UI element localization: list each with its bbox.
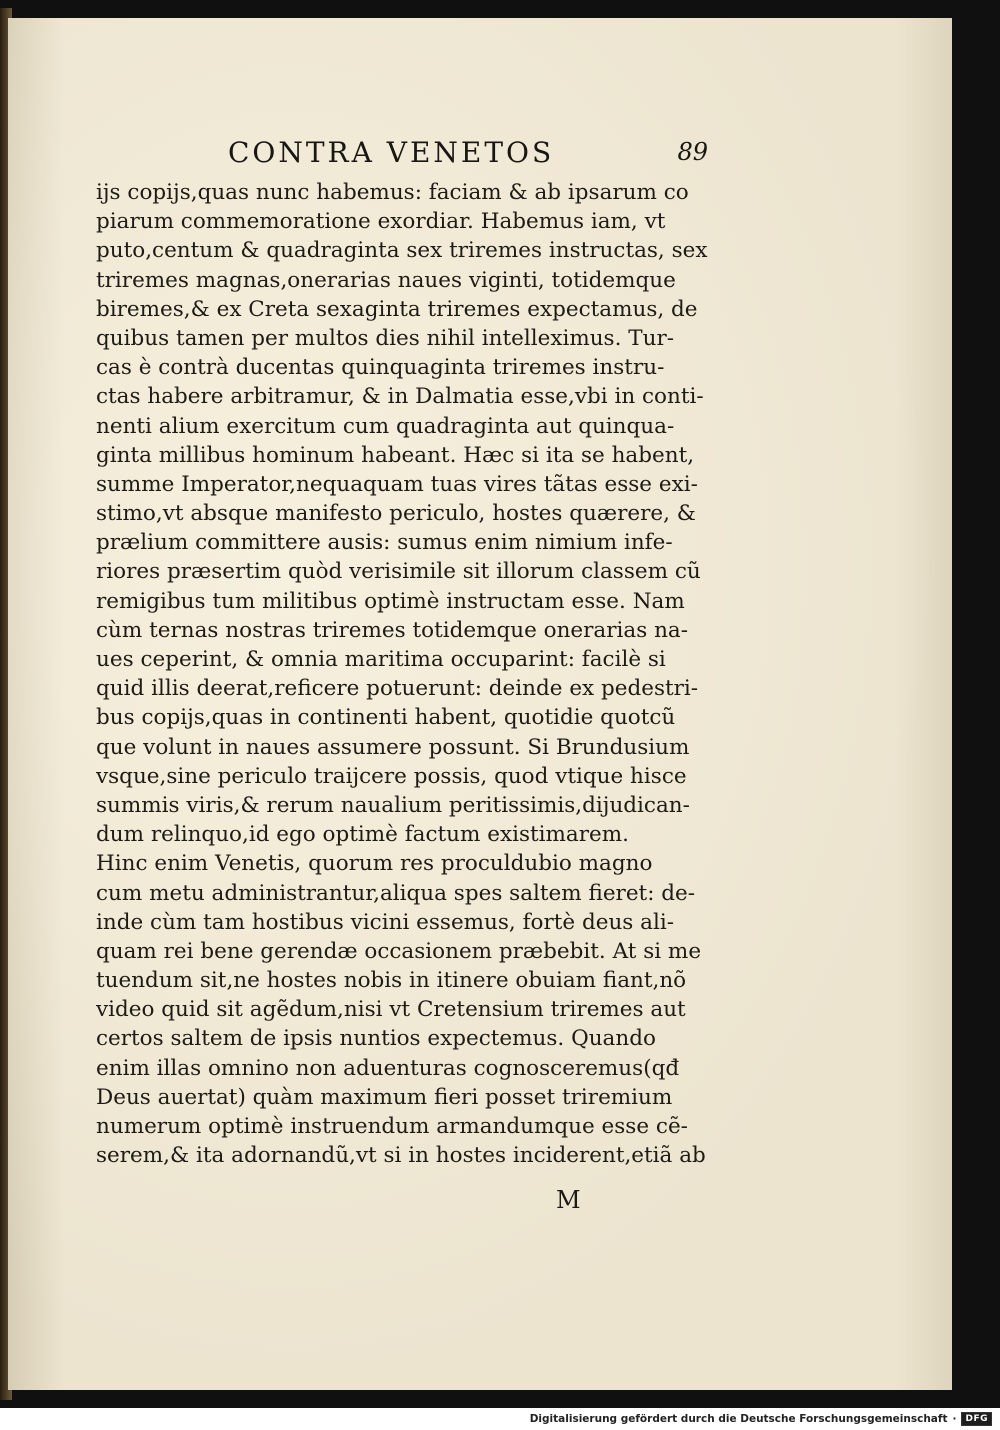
text-line: quibus tamen per multos dies nihil intelleximus. Tur- [96, 325, 674, 351]
text-line: Deus auertat) quàm maximum fieri posset triremium [96, 1084, 673, 1110]
text-line: certos saltem de ipsis nuntios expectemus. Quando [96, 1026, 656, 1052]
page-number: 89 [677, 138, 708, 166]
text-line: serem,& ita adornandũ,vt si in hostes inciderent,etiã ab [96, 1143, 706, 1169]
text-line: summe Imperator,nequaquam tuas vires tãtas esse exi- [96, 471, 698, 497]
text-line: piarum commemoratione exordiar. Habemus iam, vt [96, 209, 666, 235]
text-line: biremes,& ex Creta sexaginta triremes expectamus, de [96, 296, 698, 322]
text-line: ues ceperint, & omnia maritima occuparint: facilè si [96, 647, 666, 672]
text-line: prælium committere ausis: sumus enim nimium infe- [96, 530, 673, 556]
text-line: cas è contrà ducentas quinquaginta triremes instru- [96, 355, 665, 381]
running-title: CONTRA VENETOS [228, 136, 555, 169]
text-line: quid illis deerat,reficere potuerunt: deinde ex pedestri- [96, 676, 699, 702]
text-line: puto,centum & quadraginta sex triremes instructas, sex [96, 238, 708, 264]
text-line: ginta millibus hominum habeant. Hæc si ita se habent, [96, 442, 695, 468]
text-line: quam rei bene gerendæ occasionem præbebit. At si me [96, 938, 702, 964]
text-line: dum relinquo,id ego optimè factum existimarem. [96, 822, 629, 848]
text-line: tuendum sit,ne hostes nobis in itinere obuiam fiant,nõ [96, 968, 687, 994]
text-line: vsque,sine periculo traijcere possis, quod vtique hisce [96, 763, 687, 789]
page-header [228, 136, 708, 176]
footer-separator: · [952, 1413, 957, 1425]
text-line: nenti alium exercitum cum quadraginta aut quinqua- [96, 413, 675, 439]
dfg-logo: DFG [961, 1412, 992, 1426]
text-line: enim illas omnino non aduenturas cognosceremus(qđ [96, 1055, 680, 1081]
text-line: que volunt in naues assumere possunt. Si Brundusium [96, 734, 690, 760]
text-line: cum metu administrantur,aliqua spes saltem fieret: de- [96, 880, 696, 906]
text-line: cùm ternas nostras triremes totidemque onerarias na- [96, 617, 689, 643]
text-line: Hinc enim Venetis, quorum res proculdubio magno [96, 851, 653, 877]
text-line: stimo,vt absque manifesto periculo, hostes quærere, & [96, 501, 696, 527]
text-line: ctas habere arbitramur, & in Dalmatia esse,vbi in conti- [96, 384, 704, 410]
text-line: summis viris,& rerum naualium peritissimis,dijudican- [96, 792, 690, 818]
text-line: triremes magnas,onerarias naues viginti, totidemque [96, 267, 676, 293]
footer-credit-text: Digitalisierung gefördert durch die Deutsche Forschungsgemeinschaft [529, 1413, 948, 1425]
text-line: ijs copijs,quas nunc habemus: faciam & ab ipsarum co [96, 180, 689, 205]
signature-mark: M [556, 1186, 581, 1214]
text-line: video quid sit agẽdum,nisi vt Cretensium triremes aut [96, 997, 686, 1023]
text-line: remigibus tum militibus optimè instructam esse. Nam [96, 588, 685, 614]
text-line: riores præsertim quòd verisimile sit illorum classem cũ [96, 559, 701, 585]
text-line: numerum optimè instruendum armandumque esse cẽ- [96, 1114, 688, 1139]
text-line: inde cùm tam hostibus vicini essemus, fortè deus ali- [96, 909, 675, 935]
footer-credit [530, 1411, 992, 1427]
text-line: bus copijs,quas in continenti habent, quotidie quotcũ [96, 705, 676, 731]
body-text [96, 178, 726, 1170]
